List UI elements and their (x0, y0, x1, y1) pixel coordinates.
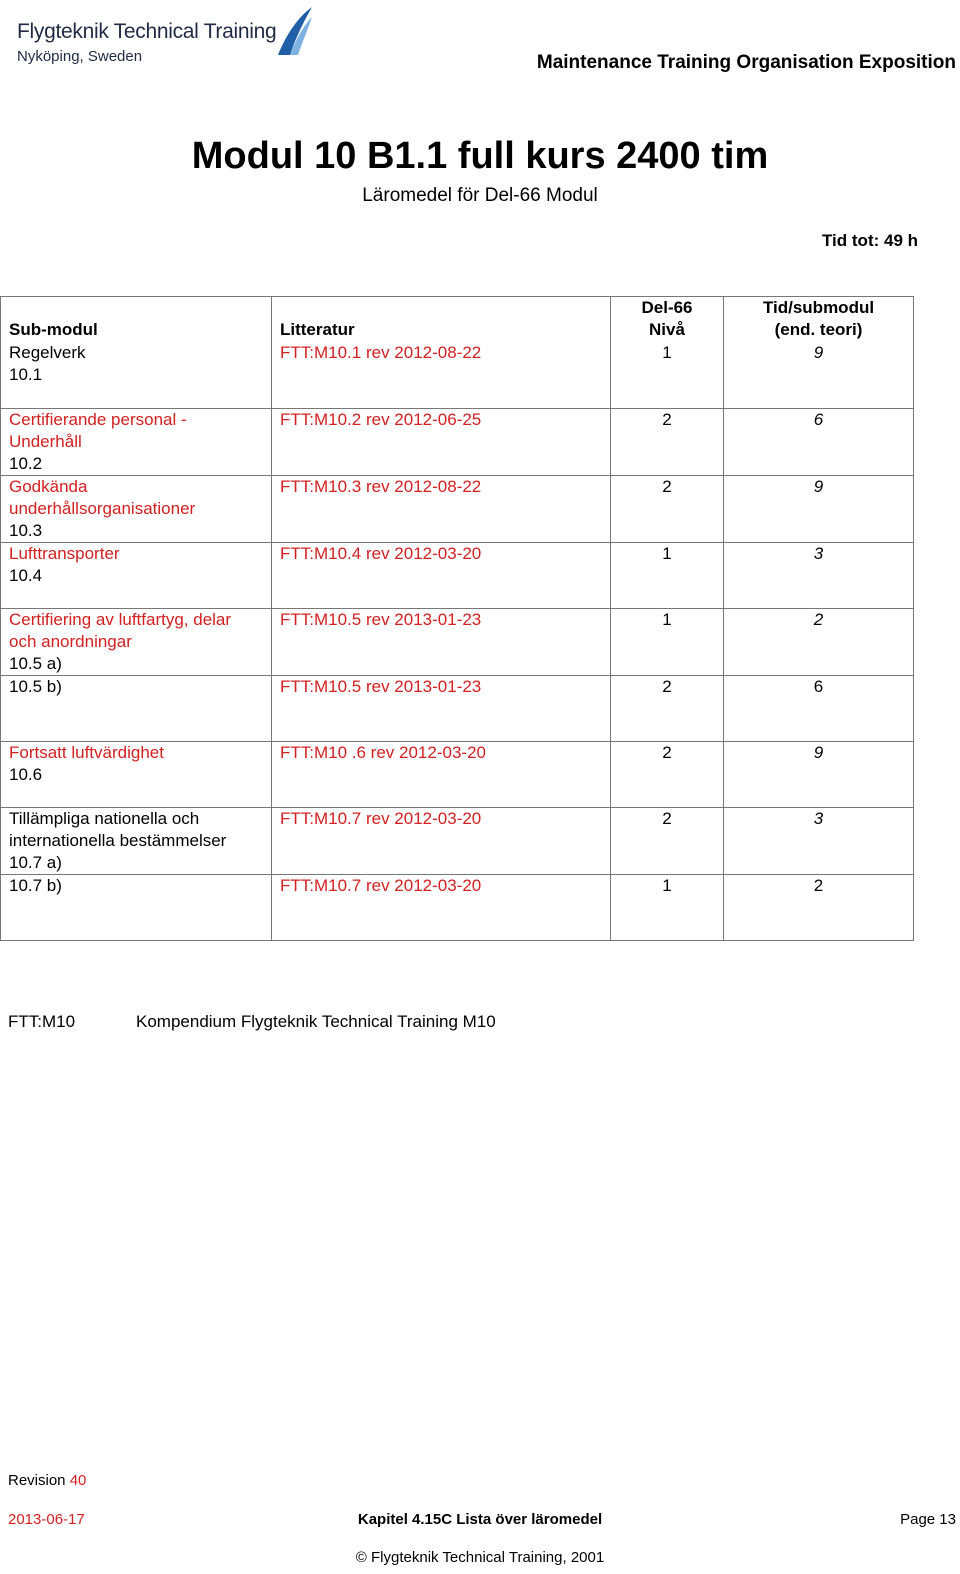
submodule-name: Tillämpliga nationella och internationella bestämmelser (9, 808, 227, 850)
table-row (1, 542, 914, 608)
table-row (1, 807, 914, 874)
level-cell: 2 (611, 408, 724, 475)
page-subtitle: Läromedel för Del-66 Modul (362, 185, 598, 206)
footer-chapter: Kapitel 4.15C Lista över läromedel (357, 1511, 603, 1528)
literature-cell: FTT:M10 .6 rev 2012-03-20 (272, 741, 611, 807)
time-cell: 3 (724, 542, 914, 608)
footer-copyright: © Flygteknik Technical Training, 2001 (355, 1549, 605, 1566)
literature-cell: FTT:M10.7 rev 2012-03-20 (272, 807, 611, 874)
header-level (611, 297, 724, 343)
time-cell: 2 (724, 608, 914, 675)
submodule-code: 10.6 (9, 764, 43, 784)
time-cell: 6 (724, 675, 914, 741)
literature-cell: FTT:M10.3 rev 2012-08-22 (272, 475, 611, 542)
header-time (724, 297, 914, 343)
literature-cell: FTT:M10.4 rev 2012-03-20 (272, 542, 611, 608)
submodule-code: 10.3 (9, 520, 43, 540)
level-cell: 1 (611, 542, 724, 608)
submodule-code: 10.5 a) (9, 653, 62, 673)
logo-text: Flygteknik Technical Training (17, 20, 277, 43)
revision (8, 1472, 86, 1489)
header-submodule: Sub-modul (1, 297, 272, 343)
time-cell: 9 (724, 475, 914, 542)
level-cell: 2 (611, 807, 724, 874)
revision-label: Revision (8, 1472, 66, 1489)
level-cell: 1 (611, 874, 724, 940)
time-cell: 9 (724, 342, 914, 408)
submodule-code: 10.1 (9, 365, 43, 384)
time-cell: 2 (724, 874, 914, 940)
submodule-name: Fortsatt luftvärdighet (9, 742, 164, 762)
submodule-code: 10.2 (9, 453, 43, 473)
submodule-code: 10.7 a) (9, 852, 62, 872)
table-row (1, 741, 914, 807)
literature-cell: FTT:M10.2 rev 2012-06-25 (272, 408, 611, 475)
logo-location: Nyköping, Sweden (17, 48, 143, 65)
table-row (1, 475, 914, 542)
submodule-name: Regelverk (9, 343, 86, 362)
reference-code: FTT:M10 (8, 1012, 76, 1031)
table-row (1, 342, 914, 408)
table-row (1, 608, 914, 675)
time-cell: 3 (724, 807, 914, 874)
level-cell: 1 (611, 608, 724, 675)
table-row (1, 874, 914, 940)
submodule-cell (1, 608, 272, 675)
submodule-code: 10.7 b) (9, 875, 62, 895)
level-cell: 1 (611, 342, 724, 408)
literature-cell: FTT:M10.1 rev 2012-08-22 (272, 342, 611, 408)
submodule-cell (1, 342, 272, 408)
literature-cell: FTT:M10.7 rev 2012-03-20 (272, 874, 611, 940)
page-title: Modul 10 B1.1 full kurs 2400 tim (191, 135, 769, 177)
table-row (1, 675, 914, 741)
footer-page: Page 13 (900, 1511, 956, 1528)
footer-date: 2013-06-17 (8, 1511, 85, 1528)
submodule-code: 10.4 (9, 565, 43, 585)
literature-table (0, 296, 914, 941)
submodule-name: Certifiering av luftfartyg, delar och anordningar (9, 609, 232, 651)
submodule-cell (1, 542, 272, 608)
level-cell: 2 (611, 675, 724, 741)
submodule-cell (1, 475, 272, 542)
header-literature: Litteratur (272, 297, 611, 343)
table-row (1, 408, 914, 475)
level-cell: 2 (611, 475, 724, 542)
header-time-line1: Tid/submodul (762, 298, 875, 317)
submodule-code: 10.5 b) (9, 676, 62, 696)
submodule-cell (1, 874, 272, 940)
header-level-line1: Del-66 (641, 298, 693, 317)
literature-cell: FTT:M10.5 rev 2013-01-23 (272, 608, 611, 675)
logo-swoosh-icon (276, 5, 314, 57)
time-cell: 9 (724, 741, 914, 807)
level-cell: 2 (611, 741, 724, 807)
submodule-cell (1, 408, 272, 475)
time-cell: 6 (724, 408, 914, 475)
submodule-cell (1, 675, 272, 741)
revision-number: 40 (69, 1472, 87, 1489)
submodule-name: Lufttransporter (9, 543, 120, 563)
submodule-name: Certifierande personal - Underhåll (9, 409, 187, 451)
submodule-name: Godkända underhållsorganisationer (9, 476, 196, 518)
org-title: Maintenance Training Organisation Exposition (536, 52, 956, 73)
total-time: Tid tot: 49 h (821, 231, 918, 250)
submodule-cell (1, 807, 272, 874)
literature-cell: FTT:M10.5 rev 2013-01-23 (272, 675, 611, 741)
reference-description: Kompendium Flygteknik Technical Training M10 (136, 1012, 496, 1031)
submodule-cell (1, 741, 272, 807)
header-level-line2: Nivå (649, 320, 685, 339)
header-time-line2: (end. teori) (774, 320, 863, 339)
